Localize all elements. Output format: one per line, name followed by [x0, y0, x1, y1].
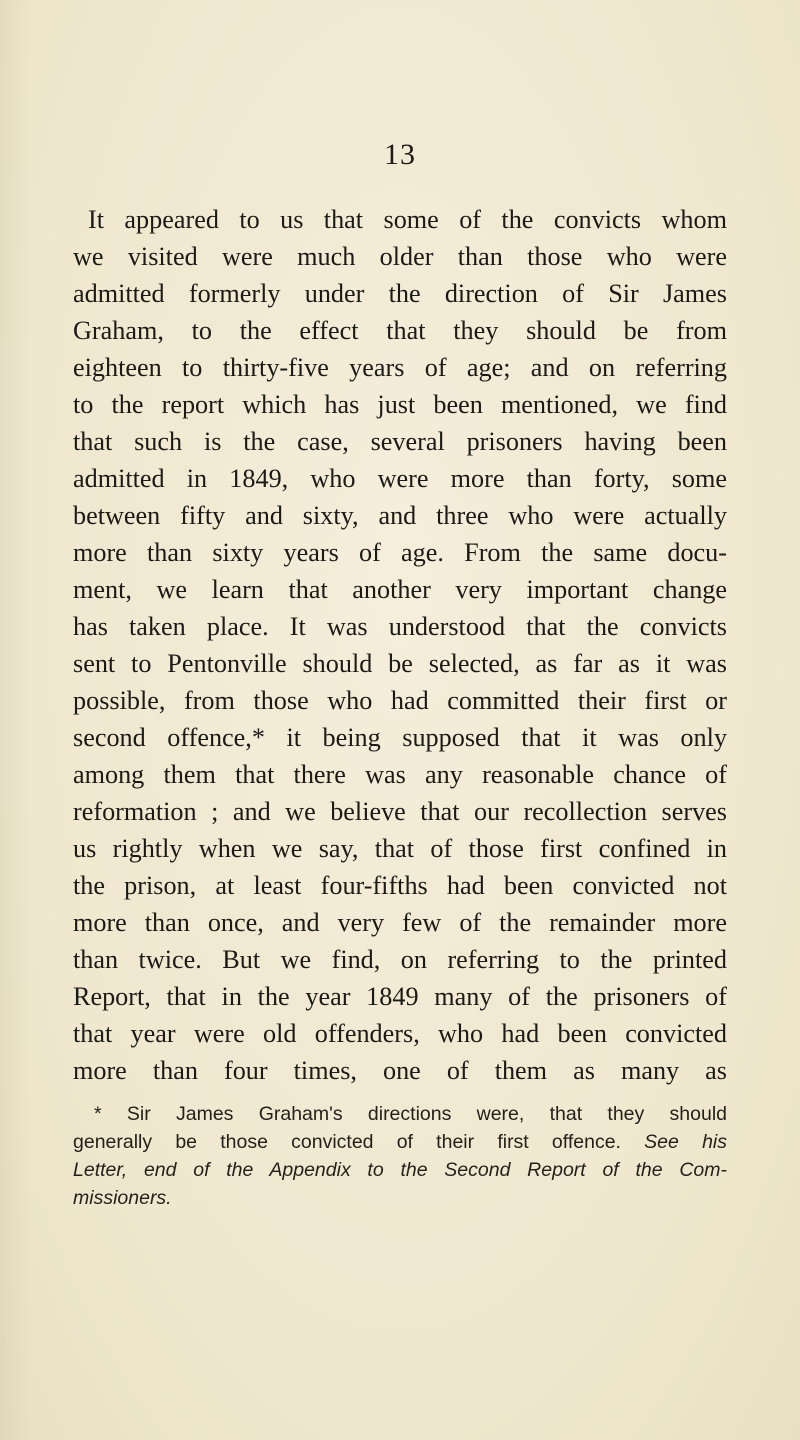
footnote-line: * Sir James Graham's directions were, that they should	[94, 1103, 727, 1125]
text-line: more than four times, one of them as many as	[73, 1056, 727, 1085]
text-line: Report, that in the year 1849 many of the prisoners of	[73, 982, 727, 1011]
text-line: eighteen to thirty-five years of age; and on referring	[73, 353, 727, 382]
text-line: us rightly when we say, that of those first confined in	[73, 834, 727, 863]
text-line: more than once, and very few of the remainder more	[73, 908, 727, 937]
text-line: that such is the case, several prisoners having been	[73, 427, 727, 456]
text-line: has taken place. It was understood that the convicts	[73, 612, 727, 641]
footnote-italic-text: missioners.	[73, 1187, 172, 1209]
footnote-line	[73, 1184, 727, 1212]
text-line: admitted in 1849, who were more than forty, some	[73, 464, 727, 493]
text-line: possible, from those who had committed their first or	[73, 686, 727, 715]
footnote-line	[73, 1156, 727, 1184]
footnote-text: generally be those convicted of their first offence.	[73, 1131, 621, 1153]
text-line: more than sixty years of age. From the same docu-	[73, 538, 727, 567]
text-line: reformation ; and we believe that our recollection serves	[73, 797, 727, 826]
footnote	[73, 1100, 727, 1212]
body-paragraph	[73, 201, 727, 1089]
text-line: sent to Pentonville should be selected, as far as it was	[73, 649, 727, 678]
footnote-line	[73, 1128, 727, 1156]
text-line: the prison, at least four-fifths had been convicted not	[73, 871, 727, 900]
text-line: second offence,* it being supposed that it was only	[73, 723, 727, 752]
text-line: admitted formerly under the direction of Sir James	[73, 279, 727, 308]
text-line: It appeared to us that some of the convicts whom	[88, 205, 727, 234]
text-line: among them that there was any reasonable chance of	[73, 760, 727, 789]
text-line: to the report which has just been mentioned, we find	[73, 390, 727, 419]
footnote-italic-text: Letter, end of the Appendix to the Second Report of the Com-	[73, 1159, 727, 1181]
text-line: that year were old offenders, who had been convicted	[73, 1019, 727, 1048]
text-line: we visited were much older than those who were	[73, 242, 727, 271]
footnote-italic-text: See his	[644, 1131, 727, 1153]
text-line: ment, we learn that another very important change	[73, 575, 727, 604]
text-line: than twice. But we find, on referring to the printed	[73, 945, 727, 974]
page-number: 13	[384, 138, 416, 171]
text-line: Graham, to the effect that they should be from	[73, 316, 727, 345]
text-line: between fifty and sixty, and three who were actually	[73, 501, 727, 530]
